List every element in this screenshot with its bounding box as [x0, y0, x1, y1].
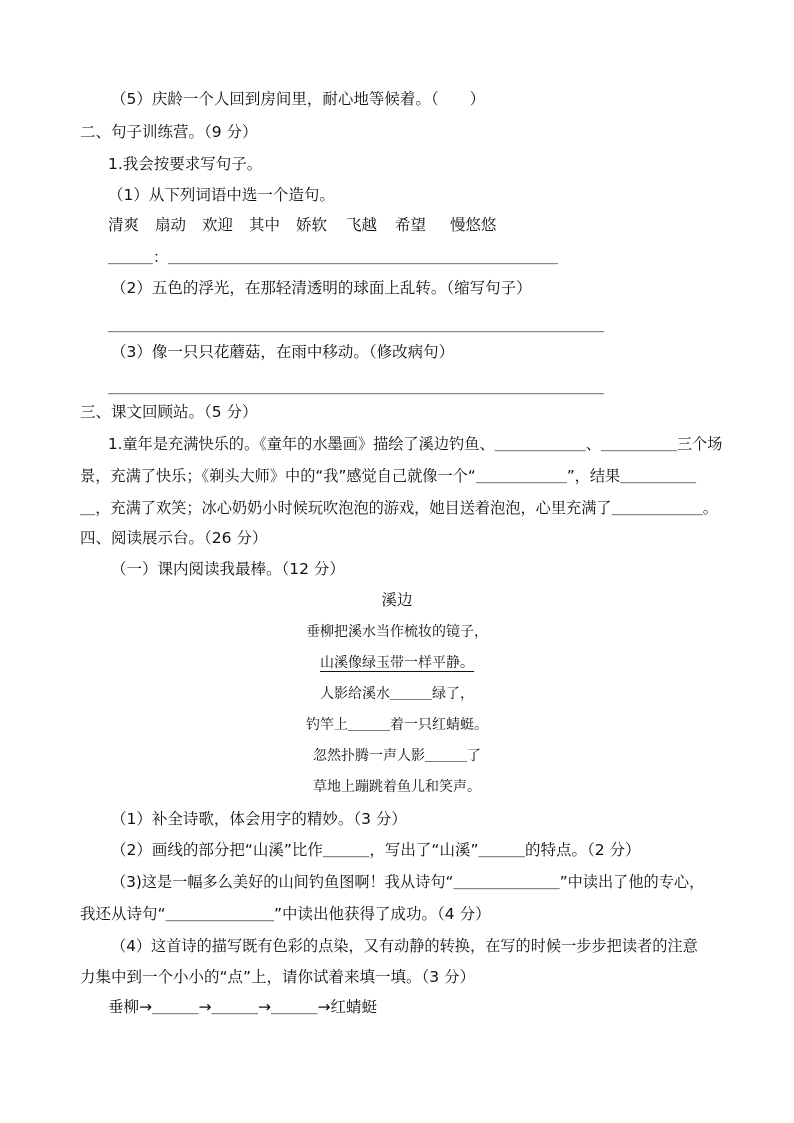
reading-question-3a: （3)这是一幅多么美好的山间钓鱼图啊！我从诗句“＿＿＿＿＿＿＿”中读出了他的专心，	[111, 873, 705, 891]
section-4-heading: 四、阅读展示台。（26 分）	[80, 529, 268, 547]
reading-question-3b: 我还从诗句“＿＿＿＿＿＿＿”中读出他获得了成功。（4 分）	[80, 905, 491, 923]
section-3-line-3: ＿，充满了欢笑；冰心奶奶小时候玩吹泡泡的游戏，她目送着泡泡，心里充满了＿＿＿＿＿＿。	[80, 499, 718, 517]
reading-question-2: （2）画线的部分把“山溪”比作＿＿＿，写出了“山溪”＿＿＿的特点。（2 分）	[111, 841, 641, 859]
word-item: 慢悠悠	[450, 216, 497, 234]
section-2-sub-3: （3）像一只只花蘑菇，在雨中移动。（修改病句）	[111, 343, 455, 361]
section-2-heading: 二、句子训练营。（9 分）	[80, 123, 258, 141]
word-item: 飞越	[346, 216, 378, 234]
poem-line: 人影给溪水＿＿＿绿了，	[320, 686, 474, 702]
reading-question-4a: （4）这首诗的描写既有色彩的点染，又有动静的转换，在写的时候一步步把读者的注意	[111, 937, 698, 955]
poem-line: 钓竿上＿＿＿着一只红蜻蜓。	[306, 717, 488, 733]
section-2-sub-2: （2）五色的浮光，在那轻清透明的球面上乱转。（缩写句子）	[111, 279, 532, 297]
word-item: 娇软	[296, 216, 328, 234]
word-item: 扇动	[155, 216, 187, 234]
section-3-line-2: 景，充满了快乐；《剃头大师》中的“我”感觉自己就像一个“＿＿＿＿＿＿”，结果＿＿＿＿＿	[80, 467, 697, 485]
answer-line-3[interactable]: ＿＿＿＿＿＿＿＿＿＿＿＿＿＿＿＿＿＿＿＿＿＿＿＿＿＿＿＿＿＿＿＿	[108, 378, 605, 396]
word-item: 希望	[395, 216, 427, 234]
word-item: 其中	[249, 216, 281, 234]
poem-line-underlined	[0, 653, 794, 673]
underlined-verse: 山溪像绿玉带一样平静。	[320, 655, 474, 671]
poem-line: 垂柳把溪水当作梳妆的镜子，	[306, 624, 488, 640]
word-item: 清爽	[108, 216, 140, 234]
poem-line: 草地上蹦跳着鱼儿和笑声。	[313, 779, 481, 795]
poem-line: 忽然扑腾一声人影＿＿＿了	[313, 748, 481, 764]
poem-title: 溪边	[381, 591, 413, 609]
section-4-part-1: （一）课内阅读我最棒。（12 分）	[111, 560, 345, 578]
section-3-line-1: 1.童年是充满快乐的。《童年的水墨画》描绘了溪边钓鱼、＿＿＿＿＿＿、＿＿＿＿＿三个场	[108, 435, 723, 453]
section-2-question-1: 1.我会按要求写句子。	[108, 155, 263, 173]
answer-line-1[interactable]: ＿＿＿：＿＿＿＿＿＿＿＿＿＿＿＿＿＿＿＿＿＿＿＿＿＿＿＿＿＿	[108, 248, 559, 266]
answer-line-2[interactable]: ＿＿＿＿＿＿＿＿＿＿＿＿＿＿＿＿＿＿＿＿＿＿＿＿＿＿＿＿＿＿＿＿	[108, 316, 605, 334]
section-2-sub-1: （1）从下列词语中选一个造句。	[108, 186, 335, 204]
reading-question-1: （1）补全诗歌，体会用字的精妙。（3 分）	[111, 810, 407, 828]
word-item: 欢迎	[202, 216, 234, 234]
reading-question-4b: 力集中到一个小小的“点”上，请你试着来填一填。（3 分）	[80, 968, 476, 986]
reading-question-4-chain: 垂柳→＿＿＿→＿＿＿→＿＿＿→红蜻蜓	[108, 998, 377, 1016]
section-3-heading: 三、课文回顾站。（5 分）	[80, 403, 258, 421]
question-5: （5）庆龄一个人回到房间里，耐心地等候着。（ ）	[111, 90, 486, 108]
